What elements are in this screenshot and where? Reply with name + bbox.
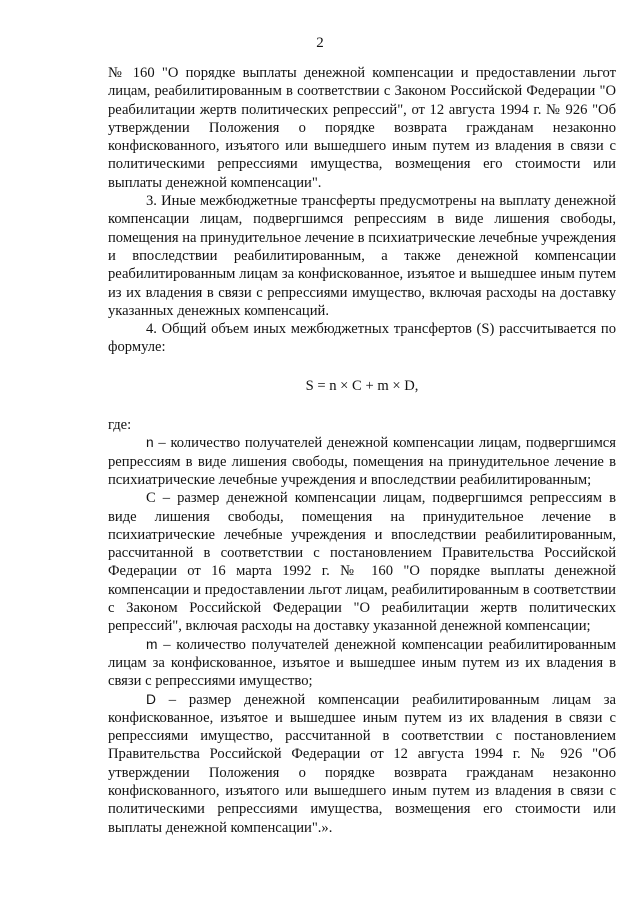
definition-m	[108, 636, 616, 691]
definition-d-text: – размер денежной компенсации реабилитированным лицам за конфискованное, изъятое и вышедшее иным путем из их владения в связи с репрессиями имущество, рассчитанной в соответствии с постановлением Правительства Российской Федерации от 12 августа 1994 г. № 926 "Об утверждении Положения о порядке возврата гражданам незаконно конфискованного, изъятого или вышедшего иным путем из владения в связи с политическими репрессиями имущества, возмещения его стоимости или выплаты денежной компенсации".».	[108, 691, 616, 836]
where-label: где:	[108, 417, 132, 434]
page-number: 2	[316, 35, 324, 51]
paragraph-3: 3. Иные межбюджетные трансферты предусмотрены на выплату денежной компенсации лицам, подвергшимся репрессиям в виде лишения свободы, помещения на принудительное лечение в психиатрические лечебные учреждения и впоследствии реабилитированным, а также денежной компенсации реабилитированным лицам за конфискованное, изъятое и вышедшее иным путем из их владения в связи с репрессиями имущество, включая расходы на доставку указанных денежных компенсаций.	[108, 193, 616, 319]
symbol-m: m	[146, 636, 158, 652]
definition-n-text: – количество получателей денежной компенсации лицам, подвергшимся репрессиям в виде лишения свободы, помещения на принудительное лечение в психиатрические лечебные учреждения и впоследствии реабилитированным;	[108, 435, 616, 488]
definition-m-text: – количество получателей денежной компенсации реабилитированным лицам за конфискованное, изъятое и вышедшее иным путем из их владения в связи с репрессиями имущество;	[108, 636, 616, 690]
definition-d	[108, 691, 616, 837]
definition-c: C – размер денежной компенсации лицам, подвергшимся репрессиям в виде лишения свободы, помещения на принудительное лечение в психиатрические лечебные учреждения и впоследствии реабилитированным, рассчитанной в соответствии с постановлением Правительства Российской Федерации от 16 марта 1992 г. № 160 "О порядке выплаты денежной компенсации и предоставлении льгот лицам, реабилитированным в соответствии с Законом Российской Федерации "О реабилитации жертв политических репрессий", включая расходы на доставку указанной денежной компенсации;	[108, 490, 616, 635]
formula: S = n × C + m × D,	[305, 377, 419, 394]
paragraph-continuation: № 160 "О порядке выплаты денежной компенсации и предоставлении льгот лицам, реабилитированным в соответствии с Законом Российской Федерации "О реабилитации жертв политических репрессий", от 12 августа 1994 г. № 926 "Об утверждении Положения о порядке возврата гражданам незаконно конфискованного, изъятого или вышедшего иным путем из владения в связи с политическими репрессиями имущества, возмещения его стоимости или выплаты денежной компенсации".	[108, 65, 616, 191]
symbol-n: n	[146, 435, 154, 451]
document-body	[108, 64, 616, 837]
paragraph-4: 4. Общий объем иных межбюджетных трансфертов (S) рассчитывается по формуле:	[108, 321, 616, 356]
definition-n	[108, 434, 616, 489]
symbol-d: D	[146, 691, 156, 707]
